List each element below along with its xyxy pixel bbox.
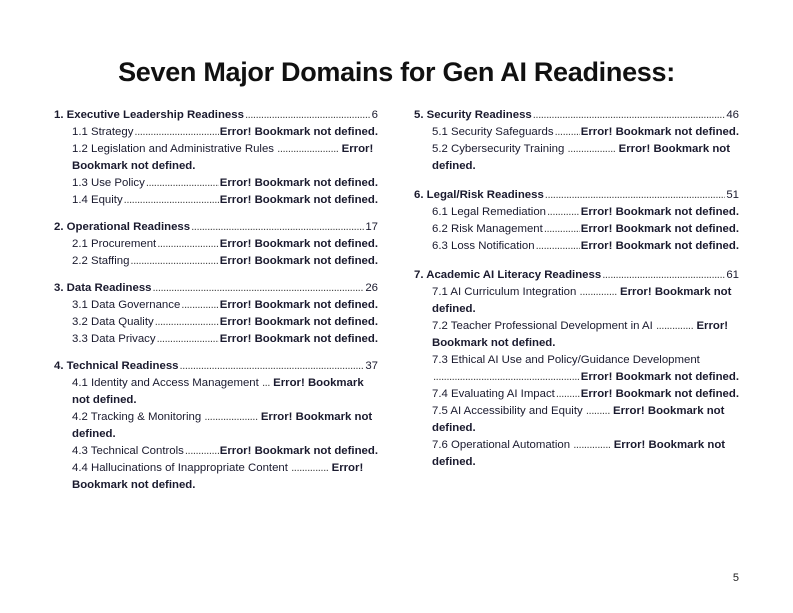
toc-item[interactable] (54, 314, 378, 331)
bookmark-error-text: Error! Bookmark not defined. (219, 316, 378, 328)
toc-item-label: 1.1 Strategy (72, 126, 134, 138)
toc-item[interactable] (54, 375, 378, 409)
toc-item[interactable] (54, 253, 378, 270)
dot-leader (433, 369, 580, 386)
toc-left-column (54, 107, 378, 504)
dot-leader (556, 386, 580, 403)
dot-leader: ... (261, 377, 270, 389)
bookmark-error-text: Error! Bookmark not defined. (219, 126, 378, 138)
toc-item-label: 4.4 Hallucinations of Inappropriate Content (72, 462, 288, 474)
toc-item-label: 6.3 Loss Notification (432, 240, 535, 252)
dot-leader: .............. (655, 320, 694, 332)
toc-section-operational (54, 219, 378, 270)
toc-heading-label: 4. Technical Readiness (54, 360, 179, 372)
dot-leader: .............. (573, 439, 611, 451)
toc-item[interactable] (414, 318, 739, 352)
dot-leader (544, 221, 580, 238)
toc-item[interactable] (414, 238, 739, 255)
toc-page-number: 46 (726, 109, 739, 121)
bookmark-error-text: Error! Bookmark not defined. (432, 439, 726, 468)
toc-item-label: 7.1 AI Curriculum Integration (432, 286, 577, 298)
dot-leader (157, 236, 219, 253)
toc-item[interactable] (414, 437, 739, 471)
toc-item[interactable] (414, 221, 739, 238)
toc-item[interactable] (54, 331, 378, 348)
toc-page-number: 61 (726, 269, 739, 281)
dot-leader (185, 443, 219, 460)
bookmark-error-text: Error! Bookmark not defined. (219, 177, 378, 189)
toc-item-label: 3.2 Data Quality (72, 316, 154, 328)
bookmark-error-text: Error! Bookmark not defined. (432, 286, 732, 315)
dot-leader (533, 107, 726, 124)
toc-item-label: 6.2 Risk Management (432, 223, 543, 235)
bookmark-error-text: Error! Bookmark not defined. (580, 371, 739, 383)
toc-item-label: 2.1 Procurement (72, 238, 157, 250)
toc-heading[interactable] (54, 107, 378, 124)
toc-item-label: 7.5 AI Accessibility and Equity (432, 405, 583, 417)
dot-leader (602, 267, 725, 284)
dot-leader: .................. (567, 143, 616, 155)
toc-item-label: 4.2 Tracking & Monitoring (72, 411, 202, 423)
bookmark-error-text: Error! Bookmark not defined. (432, 143, 731, 172)
dot-leader (153, 280, 365, 297)
bookmark-error-text: Error! Bookmark not defined. (219, 333, 378, 345)
page-title: Seven Major Domains for Gen AI Readiness: (118, 57, 675, 87)
bookmark-error-text: Error! Bookmark not defined. (219, 445, 378, 457)
toc-page-number: 17 (365, 221, 378, 233)
bookmark-error-text: Error! Bookmark not defined. (219, 299, 378, 311)
dot-leader (181, 297, 218, 314)
toc-item-label: 5.2 Cybersecurity Training (432, 143, 565, 155)
toc-item[interactable] (54, 192, 378, 209)
dot-leader (545, 187, 726, 204)
toc-item[interactable] (54, 460, 378, 494)
toc-right-column (414, 107, 739, 483)
bookmark-error-text: Error! Bookmark not defined. (580, 388, 739, 400)
toc-heading[interactable] (54, 358, 378, 375)
toc-section-security (414, 107, 739, 175)
dot-leader (134, 124, 218, 141)
dot-leader: .............. (291, 462, 329, 474)
toc-heading-label: 1. Executive Leadership Readiness (54, 109, 244, 121)
toc-item[interactable] (414, 403, 739, 437)
toc-item[interactable] (414, 386, 739, 403)
toc-item-continuation (432, 369, 739, 386)
toc-item[interactable] (54, 236, 378, 253)
toc-item-label: 4.1 Identity and Access Management (72, 377, 259, 389)
dot-leader (124, 192, 219, 209)
toc-heading-label: 7. Academic AI Literacy Readiness (414, 269, 602, 281)
toc-heading[interactable] (414, 187, 739, 204)
dot-leader: ......... (585, 405, 610, 417)
bookmark-error-text: Error! Bookmark not defined. (72, 411, 373, 440)
toc-item[interactable] (414, 124, 739, 141)
toc-item-label: 7.2 Teacher Professional Development in AI (432, 320, 653, 332)
toc-section-data (54, 280, 378, 348)
dot-leader: ....................... (277, 143, 339, 155)
toc-heading[interactable] (54, 219, 378, 236)
toc-item-label: 4.3 Technical Controls (72, 445, 184, 457)
toc-heading-label: 5. Security Readiness (414, 109, 532, 121)
bookmark-error-text: Error! Bookmark not defined. (580, 223, 739, 235)
dot-leader (245, 107, 371, 124)
toc-item-label: 2.2 Staffing (72, 255, 130, 267)
toc-item-label: 7.3 Ethical AI Use and Policy/Guidance Development (432, 354, 700, 366)
toc-page-number: 6 (371, 109, 378, 121)
toc-section-academic-ai-literacy (414, 267, 739, 471)
dot-leader: .................... (204, 411, 258, 423)
toc-item[interactable] (54, 141, 378, 175)
toc-heading-label: 6. Legal/Risk Readiness (414, 189, 544, 201)
bookmark-error-text: Error! Bookmark not defined. (580, 206, 739, 218)
toc-item[interactable] (54, 443, 378, 460)
toc-section-technical (54, 358, 378, 494)
dot-leader (130, 253, 218, 270)
toc-section-executive-leadership (54, 107, 378, 209)
toc-heading[interactable] (414, 267, 739, 284)
dot-leader (157, 331, 219, 348)
toc-item[interactable] (54, 297, 378, 314)
dot-leader: .............. (579, 286, 617, 298)
toc-item-label: 7.4 Evaluating AI Impact (432, 388, 555, 400)
toc-section-legal-risk (414, 187, 739, 255)
dot-leader (555, 124, 580, 141)
toc-item[interactable] (414, 284, 739, 318)
toc-heading[interactable] (54, 280, 378, 297)
toc-item-label: 5.1 Security Safeguards (432, 126, 554, 138)
toc-item-label: 3.3 Data Privacy (72, 333, 156, 345)
toc-page-number: 51 (726, 189, 739, 201)
bookmark-error-text: Error! Bookmark not defined. (580, 240, 739, 252)
toc-page-number: 37 (365, 360, 378, 372)
bookmark-error-text: Error! Bookmark not defined. (72, 462, 364, 491)
bookmark-error-text: Error! Bookmark not defined. (72, 377, 364, 406)
dot-leader (146, 175, 219, 192)
toc-item[interactable] (414, 352, 739, 386)
dot-leader (191, 219, 364, 236)
dot-leader (547, 204, 580, 221)
dot-leader (155, 314, 219, 331)
bookmark-error-text: Error! Bookmark not defined. (219, 255, 378, 267)
toc-heading-label: 3. Data Readiness (54, 282, 152, 294)
dot-leader (180, 358, 365, 375)
bookmark-error-text: Error! Bookmark not defined. (219, 194, 378, 206)
toc-item-label: 3.1 Data Governance (72, 299, 181, 311)
toc-item-label: 6.1 Legal Remediation (432, 206, 546, 218)
bookmark-error-text: Error! Bookmark not defined. (432, 320, 729, 349)
bookmark-error-text: Error! Bookmark not defined. (72, 143, 374, 172)
toc-item[interactable] (414, 204, 739, 221)
bookmark-error-text: Error! Bookmark not defined. (580, 126, 739, 138)
toc-heading-label: 2. Operational Readiness (54, 221, 191, 233)
toc-item[interactable] (54, 124, 378, 141)
bookmark-error-text: Error! Bookmark not defined. (219, 238, 378, 250)
toc-item[interactable] (414, 141, 739, 175)
toc-item[interactable] (54, 175, 378, 192)
toc-page-number: 26 (365, 282, 378, 294)
toc-item-label: 1.4 Equity (72, 194, 123, 206)
toc-item-label: 7.6 Operational Automation (432, 439, 571, 451)
page-number: 5 (732, 572, 739, 584)
toc-item[interactable] (54, 409, 378, 443)
toc-item-label: 1.3 Use Policy (72, 177, 145, 189)
dot-leader (536, 238, 580, 255)
toc-item-label: 1.2 Legislation and Administrative Rules (72, 143, 274, 155)
toc-heading[interactable] (414, 107, 739, 124)
bookmark-error-text: Error! Bookmark not defined. (432, 405, 725, 434)
